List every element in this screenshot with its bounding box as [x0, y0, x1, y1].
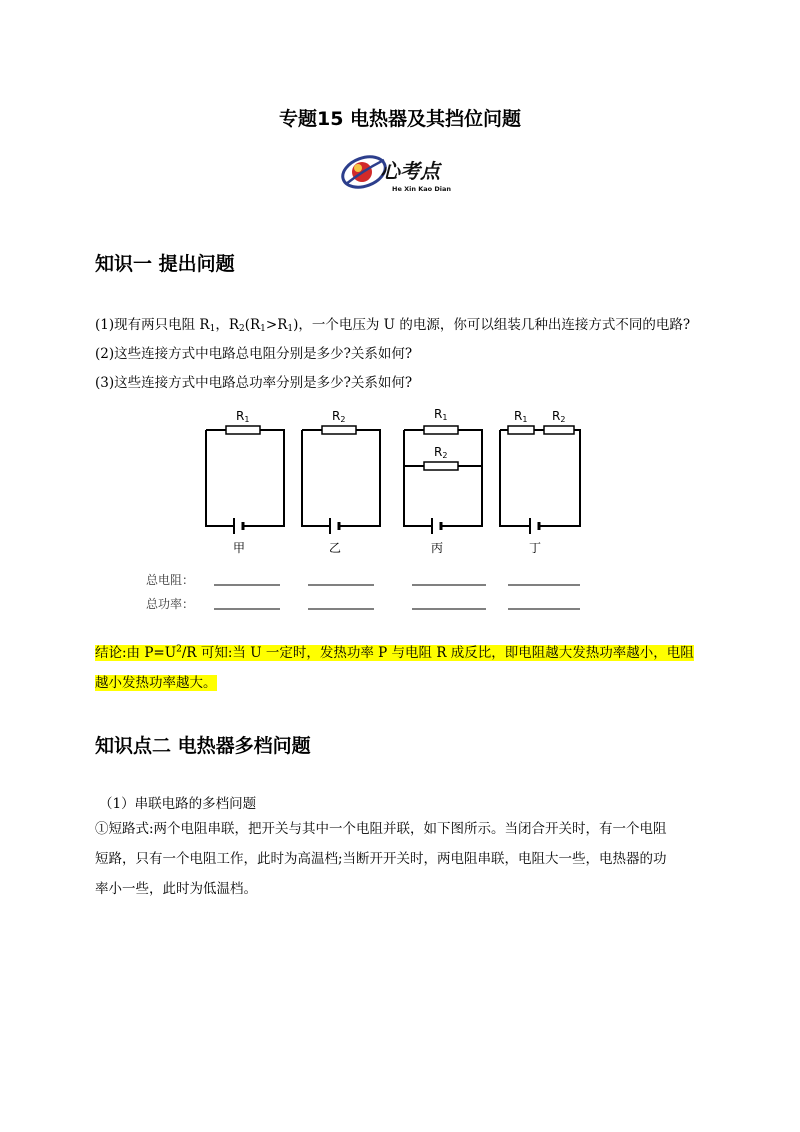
- row-label-total-power: 总功率：: [146, 597, 195, 611]
- page-title: 专题15 电热器及其挡位问题: [278, 108, 522, 130]
- label-r1-ding: R1: [514, 409, 528, 424]
- logo-sub-text: He Xin Kao Dian: [392, 185, 452, 193]
- question-1: (1)现有两只电阻 $R_1$，$R_2(R_1>R_1)$，一个电压为 U 的电源，你可以组装几种出连接方式不同的电路?: [95, 317, 691, 334]
- paragraph-line: ①短路式:两个电阻串联，把开关与其中一个电阻并联，如下图所示。当闭合开关时，有一个电阻: [95, 821, 667, 837]
- logo-main-text: 心考点: [380, 159, 440, 183]
- conclusion: [95, 634, 705, 698]
- question-2: (2)这些连接方式中电路总电阻分别是多少?关系如何?: [95, 346, 413, 362]
- label-r2-ding: R2: [552, 409, 566, 424]
- label-r2-yi: R2: [332, 409, 346, 424]
- paragraph-line: 短路，只有一个电阻工作，此时为高温档;当断开开关时，两电阻串联，电阻大一些，电热器的功: [95, 851, 667, 867]
- logo: [336, 150, 466, 196]
- short-circuit-paragraph: [95, 814, 705, 904]
- circuit-diagram: [130, 400, 610, 620]
- circuit-label-yi: 乙: [328, 541, 342, 555]
- row-label-total-resistance: 总电阻：: [146, 573, 195, 587]
- label-r1-bing: R1: [434, 407, 448, 422]
- circuit-label-ding: 丁: [528, 541, 542, 555]
- conclusion-line-2: 越小发热功率越大。: [95, 674, 217, 691]
- paragraph-line: 率小一些，此时为低温档。: [95, 881, 257, 897]
- subsection-heading: （1）串联电路的多档问题: [99, 796, 257, 812]
- question-3: (3)这些连接方式中电路总功率分别是多少?关系如何?: [95, 375, 413, 391]
- logo-graphic: [336, 150, 466, 196]
- section2-heading: 知识点二 电热器多档问题: [95, 735, 311, 757]
- conclusion-line-1: 结论:由 $P=U^2/R$ 可知:当 U 一定时，发热功率 P 与电阻 R 成反比，即电阻越大发热功率越小，电阻: [95, 644, 694, 661]
- section1-heading: 知识一 提出问题: [95, 253, 235, 275]
- label-r2-bing: R2: [434, 445, 448, 460]
- label-r1-jia: R1: [236, 409, 250, 424]
- circuit-label-jia: 甲: [232, 541, 246, 555]
- circuit-label-bing: 丙: [430, 541, 444, 555]
